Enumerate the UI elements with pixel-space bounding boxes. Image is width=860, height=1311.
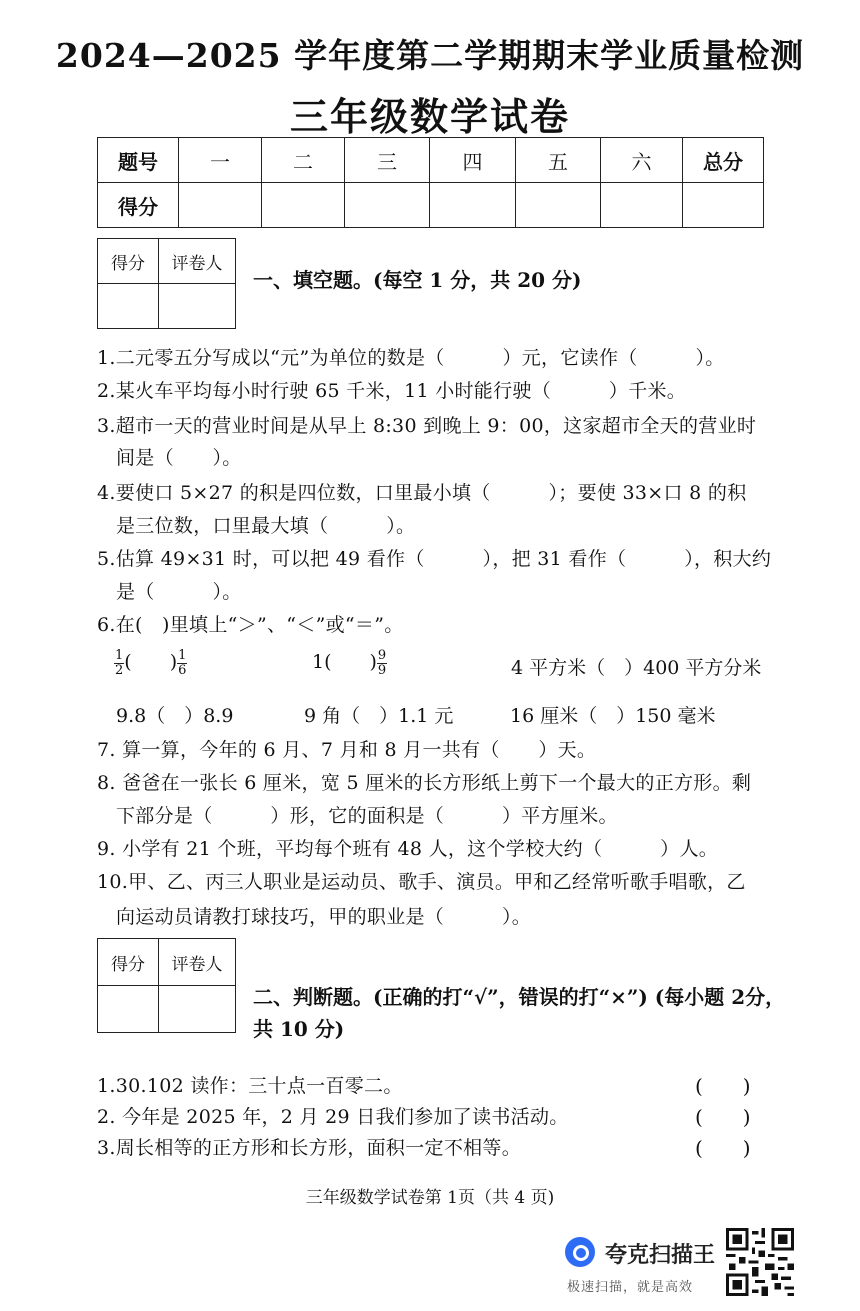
question-7: 7. 算一算，今年的 6 月、7 月和 8 月一共有（ ）天。 (97, 739, 597, 761)
answer-blank[interactable]: ( ) (695, 1105, 751, 1129)
score-blank-cell[interactable] (601, 183, 683, 228)
question-3-line-2: 间是（ ）。 (116, 447, 242, 469)
grader-box-2 (97, 938, 236, 1033)
compare-decimal: 9.8（ ）8.9 (116, 705, 234, 727)
section-1-title: 一、填空题。(每空 1 分，共 20 分) (253, 268, 582, 292)
score-table-score-row (98, 183, 764, 228)
score-cell: 五 (516, 138, 601, 183)
exam-subtitle: 三年级数学试卷 (289, 94, 570, 139)
fraction: $\frac{1}{2}$ (115, 647, 124, 678)
grader-name-label: 评卷人 (159, 939, 236, 986)
question-8-line-2: 下部分是（ ）形，它的面积是（ ）平方厘米。 (116, 805, 618, 827)
judge-question-2: 2. 今年是 2025 年，2 月 29 日我们参加了读书活动。 (97, 1106, 569, 1128)
score-cell: 一 (179, 138, 262, 183)
score-blank-cell[interactable] (179, 183, 262, 228)
question-10-line-2: 向运动员请教打球技巧，甲的职业是（ ）。 (116, 906, 532, 928)
score-cell: 题号 (98, 138, 179, 183)
question-2: 2.某火车平均每小时行驶 65 千米，11 小时能行驶（ ）千米。 (97, 380, 687, 402)
score-cell: 六 (601, 138, 683, 183)
score-blank-cell[interactable] (683, 183, 764, 228)
question-8-line-1: 8. 爸爸在一张长 6 厘米，宽 5 厘米的长方形纸上剪下一个最大的正方形。剩 (97, 772, 752, 794)
score-blank-cell[interactable] (262, 183, 345, 228)
score-cell: 三 (345, 138, 430, 183)
fraction: $\frac{1}{6}$ (178, 647, 187, 678)
question-6: 6.在( )里填上“＞”、“＜”或“＝”。 (97, 614, 404, 636)
compare-one-ninths: 1( ) $\frac{9}{9}$ (312, 647, 387, 678)
answer-blank[interactable]: ( ) (695, 1136, 751, 1160)
compare-fraction-half-sixth: $\frac{1}{2}$ ( ) $\frac{1}{6}$ (115, 647, 187, 678)
fraction: $\frac{9}{9}$ (377, 647, 387, 678)
question-4-line-2: 是三位数，口里最大填（ ）。 (116, 515, 416, 537)
question-5-line-1: 5.估算 49×31 时，可以把 49 看作（ ），把 31 看作（ ），积大约 (97, 548, 772, 570)
question-5-line-2: 是（ ）。 (116, 581, 242, 603)
brand-slogan: 极速扫描，就是高效 (567, 1280, 694, 1295)
quark-logo-icon (565, 1237, 595, 1267)
section-2-title-line-1: 二、判断题。(正确的打“√”，错误的打“×”) (每小题 2分， (253, 985, 786, 1009)
exam-title: 2024—2025 学年度第二学期期末学业质量检测 (55, 36, 805, 75)
question-3-line-1: 3.超市一天的营业时间是从早上 8:30 到晚上 9：00，这家超市全天的营业时 (97, 415, 757, 437)
judge-question-3: 3.周长相等的正方形和长方形，面积一定不相等。 (97, 1137, 522, 1159)
score-table-header-row (98, 138, 764, 183)
answer-blank[interactable]: ( ) (695, 1074, 751, 1098)
grader-name-blank[interactable] (159, 284, 236, 329)
score-cell: 四 (430, 138, 516, 183)
question-1: 1.二元零五分写成以“元”为单位的数是（ ）元，它读作（ ）。 (97, 347, 725, 369)
grader-box-1 (97, 238, 236, 329)
question-10-line-1: 10.甲、乙、丙三人职业是运动员、歌手、演员。甲和乙经常听歌手唱歌，乙 (97, 871, 746, 893)
score-cell: 总分 (683, 138, 764, 183)
question-4-line-1: 4.要使口 5×27 的积是四位数，口里最小填（ ）；要使 33×口 8 的积 (97, 482, 747, 504)
grader-name-blank[interactable] (159, 986, 236, 1033)
qr-code-icon (726, 1228, 794, 1296)
brand-name: 夸克扫描王 (605, 1243, 716, 1268)
grader-score-blank[interactable] (98, 284, 159, 329)
question-9: 9. 小学有 21 个班，平均每个班有 48 人，这个学校大约（ ）人。 (97, 838, 719, 860)
compare-length: 16 厘米（ ）150 毫米 (510, 705, 716, 727)
judge-question-1: 1.30.102 读作：三十点一百零二。 (97, 1075, 403, 1097)
section-2-title-line-2: 共 10 分) (253, 1017, 345, 1041)
page-footer: 三年级数学试卷第 1页（共 4 页) (305, 1188, 555, 1208)
compare-area: 4 平方米（ ）400 平方分米 (511, 657, 762, 679)
grader-score-blank[interactable] (98, 986, 159, 1033)
score-blank-cell[interactable] (430, 183, 516, 228)
score-blank-cell[interactable] (516, 183, 601, 228)
grader-score-label: 得分 (98, 239, 159, 284)
score-blank-cell[interactable] (345, 183, 430, 228)
score-table (97, 137, 764, 228)
score-cell: 二 (262, 138, 345, 183)
grader-score-label: 得分 (98, 939, 159, 986)
grader-name-label: 评卷人 (159, 239, 236, 284)
score-row-label: 得分 (98, 183, 179, 228)
compare-money: 9 角（ ）1.1 元 (304, 705, 454, 727)
